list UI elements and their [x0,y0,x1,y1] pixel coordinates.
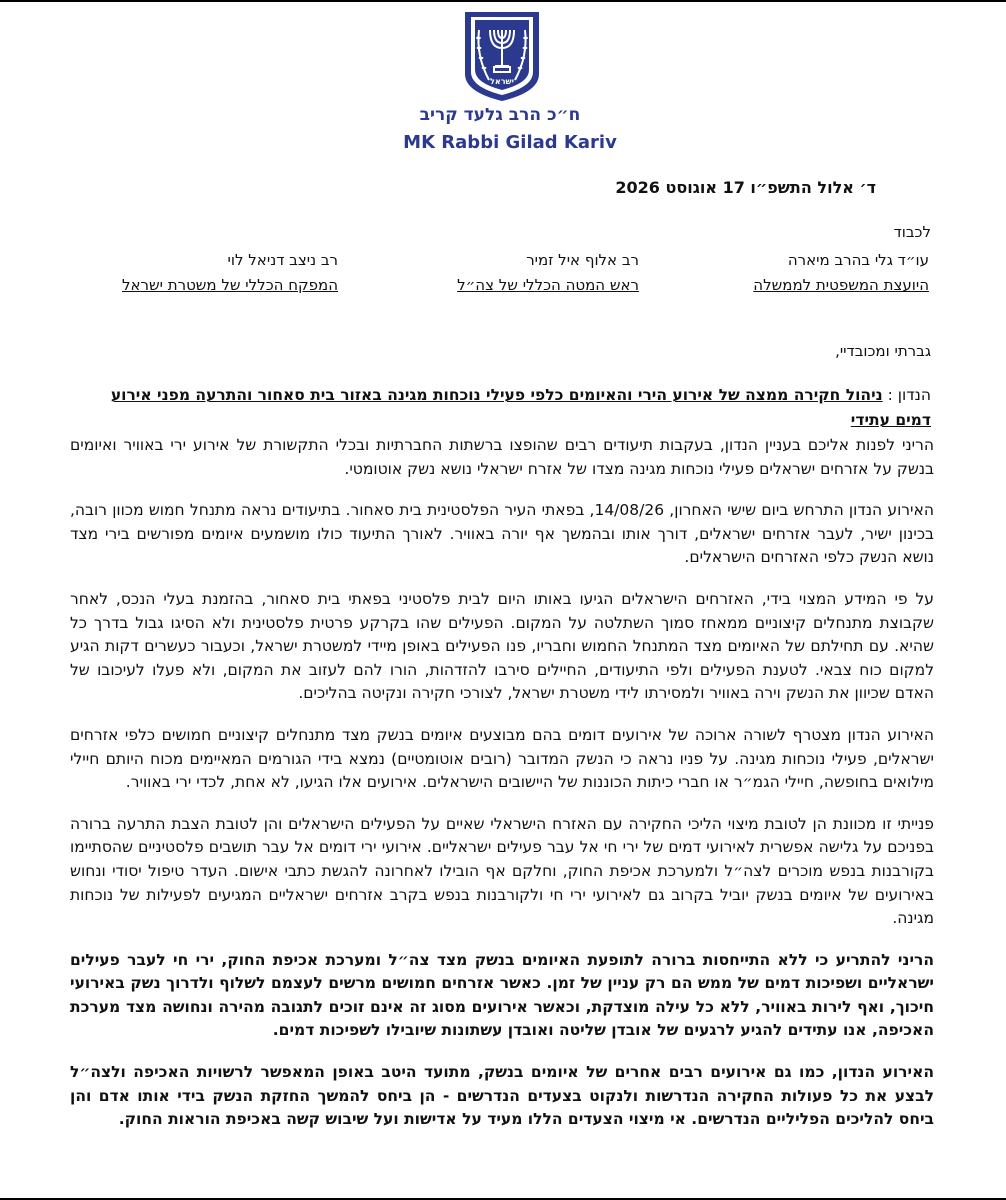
recipient-name: עו״ד גלי בהרב מיארה [787,251,929,269]
emblem-text: ישראל [490,77,514,86]
greeting: גברתי ומכובדיי, [835,342,931,360]
letter-date: ד׳ אלול התשפ״ו 17 אוגוסט 2026 [615,178,876,197]
recipient-police-commissioner [122,248,338,298]
letter-page [0,2,1006,1198]
subject-text: ניהול חקירה ממצה של אירוע הירי והאיומים כלפי פעילי נוכחות מגינה באזור בית סאחור והתרעה מפני אירוע דמים עתידי [110,386,931,429]
subject-prefix: הנדון : [887,386,931,404]
body-paragraph: האירוע הנדון התרחש ביום שישי האחרון, 14/08/26, בפאתי העיר הפלסטינית בית סאחור. בתיעודים נראה מתנחל חמוש מכוון רובה, בכינון ישיר, לעבר אזרחים ישראלים, דורך אותו ובהמשך אף יורה באוויר. לאורך התיעוד כולו מושמעים איומים מפורשים בירי מצד נושא הנשק כלפי האזרחים הישראלים. [70,501,935,567]
recipient-title: היועצת המשפטית לממשלה [753,276,929,294]
subject-line [70,383,931,433]
warning-paragraph: הריני להתריע כי ללא התייחסות ברורה לתופעת האיומים בנשק מצד צה״ל ומערכת אכיפת החוק, ירי חי לעבר פעילים ישראליים ושפיכות דמים של ממש הם רק עניין של זמן. כאשר אזרחים חמושים מרשים לעצמם לשלוף ולדרוך נשק באירועי חיכוך, ואף לירות באוויר, ללא כל עילה מוצדקת, וכאשר אירועים מסוג זה אינם זוכים לתגובה מהירה ונחושה מצד מערכת האכיפה, אנו עתידים להגיע לרגעים של אובדן שליטה ואובדן עשתונות שיובילו לשפיכות דמים. [70,950,934,1040]
recipient-title: ראש המטה הכללי של צה״ל [457,276,639,294]
body-paragraph: הריני לפנות אליכם בעניין הנדון, בעקבות תיעודים רבים שהופצו ברשתות החברתיות ובכלי התקשורת של אירוע ירי באוויר ואיומים בנשק על אזרחים ישראלים פעילי נוכחות מגינה מצדו של אזרח ישראלי נושא נשק אוטומטי. [70,436,934,478]
body-paragraph: האירוע הנדון מצטרף לשורה ארוכה של אירועים דומים בהם מבוצעים איומים בנשק מצד מתנחלים קיצוניים חמושים כלפי אזרחים ישראלים, פעילי נוכחות מגינה. על פניו נראה כי הנשק המדובר (רובים אוטומטיים) נמצא בידי הגורמים המאיימים מכוח היותם חיילי מילואים בחופשה, חיילי הגמ״ר או חברי כיתות הכוננות של היישובים הישראלים. אירועים אלו הגיעו, לא אחת, לכדי ירי באוויר. [70,725,934,792]
mk-name-english: MK Rabbi Gilad Kariv [403,132,617,153]
letter-body [70,434,934,1150]
mk-name-hebrew: ח״כ הרב גלעד קריב [419,105,581,125]
recipient-name: רב ניצב דניאל לוי [227,251,338,269]
recipient-title: המפקח הכללי של משטרת ישראל [121,276,338,294]
body-paragraph: פנייתי זו מכוונת הן לטובת מיצוי הליכי החקירה עם האזרח הישראלי שאיים על הפעילים הישראלים והן לטובת הצבת התרעה ברורה בפניכם על גלישה אפשרית לאירועי דמים של ירי חי אל עבר פעילים ישראליים. אירועי ירי דומים אל עבר תושבים פלסטיניים שהסתיימו בקורבנות בנפש מוכרים לצה״ל ולמערכת אכיפת החוק, וחלקם אף הובילו לאחרונה להגשת כתבי אישום. העדר טיפול יסודי ונחוש באירועים של איומים בנשק יוביל בקרוב גם לאירועי ירי חי ולקורבנות בנפש בקרב אזרחים ישראליים המגיעים לפעילות של נוכחות מגינה. [70,814,934,928]
recipient-attorney-general [753,248,929,298]
to-label: לכבוד [893,223,931,241]
recipient-chief-of-staff [457,248,639,298]
warning-paragraph: האירוע הנדון, כמו גם אירועים רבים אחרים של איומים בנשק, מתועד היטב באופן המאפשר לרשויות האכיפה ולצה״ל לבצע את כל פעולות החקירה הנדרשות ולנקוט בצעדים הנדרשים - הן ביחס להמשך החזקת הנשק בידי אותו אדם והן ביחס להליכים הפליליים הנדרשים. אי מיצוי הצעדים הללו מעיד על אדישות ועל שיבוש קשה באכיפת הוראות החוק. [70,1063,934,1129]
recipient-name: רב אלוף איל זמיר [526,251,639,269]
body-paragraph: על פי המידע המצוי בידי, האזרחים הישראלים הגיעו באותו היום לבית פלסטיני בפאתי בית סאחור, בהזמנת בעלי הנכס, לאחר שקבוצת מתנחלים קיצוניים ממאחז סמוך השתלטה על המקום. הפעילים שהו בקרקע פרטית פלסטינית ולא הסיגו גבול בדרך כל שהיא. עם תחילתם של האיומים מצד המתנחל החמוש וחבריו, פנו הפעילים באופן מיידי למשטרת ישראל, וכעבור כעשרים דקות הגיע למקום כוח צבאי. לטענת הפעילים ולפי התיעודים, החיילים סירבו להזדהות, הורו להם לעזוב את המקום, ולא פעלו לעיכובו של האדם שכיוון את הנשק וירה באוויר ולמסירתו לידי משטרת ישראל, לצורכי חקירה ונקיטה בהליכים. [70,589,934,703]
menorah-emblem-icon [459,8,545,104]
